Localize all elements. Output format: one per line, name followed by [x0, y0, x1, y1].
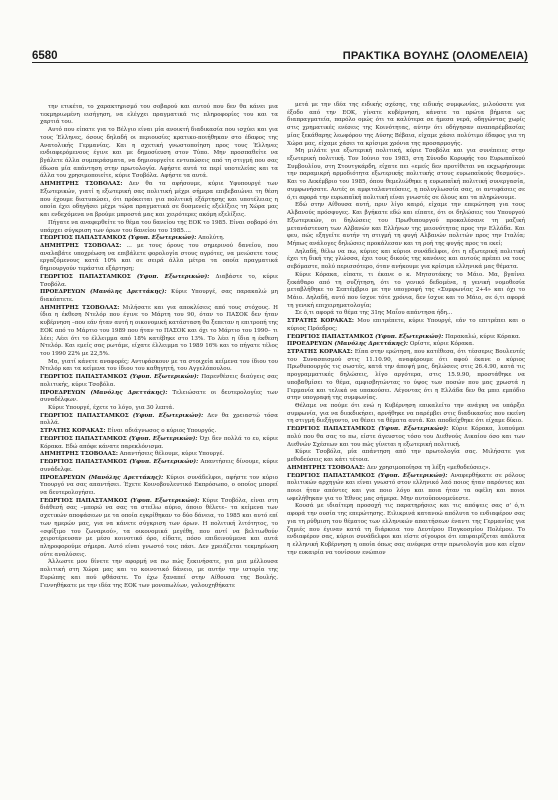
speaker-role: (Υφυπ. Εξωτερικών):: [129, 374, 199, 381]
speaker-name: ΠΡΟΕΔΡΕΥΩΝ: [40, 289, 86, 296]
speaker-name: ΓΕΩΡΓΙΟΣ ΠΑΠΑΣΤΑΜΚΟΣ: [40, 497, 128, 504]
speaker-role: (Υφυπ. Εξωτερικών):: [378, 426, 449, 433]
paragraph-text: Αυτό που είπατε για το Βέλγιο είναι μία ανοικτή διαδικασία που ισχύει και για τους Έλληνες, όσους δηλαδή οι περιουσίες κρατικο-ποιήθηκαν στο έδαφος της Ανατολικής Γερμανίας. Και η σχετική γνωστοποίηση προς τους Έλληνες ενδιαφερόμενους έγινε και με δημοσίευση στον Τύπο. Μην προσπαθείτε να βγάλετε άλλα συμπεράσματα, να δημιουργείτε εντυπώσεις από τη στιγμή που σας έδωσα μία απάντηση στην πρωτολογία. Αφήστε αυτά τα περί υποτελείας και τα άλλα του χρησιμοποιείτε, κύριε Τσοβόλα. Αφήστε τα αυτά.: [40, 127, 278, 180]
paragraph-text: Κύριοι συνάδελφοι, αφήστε τον κύριο Υπουργό να σας απαντήσει. Έχετε Κοινοβουλευτικό Εκπρόσωπο, ο οποίος μπορεί να δευτερολογήσει.: [40, 474, 278, 496]
paragraph-text: Είπα στην ερώτηση, που κατέθεσα, ότι τέσσερις Βουλευτές του Συνασπισμού στις 11.10.90, αναφέρουμε ότι αφού έκανε ο κύριος Πρωθυπουργός τις σωστές, κατά την άποψή μας, δηλώσεις στις 26.4.90, κατά τις προγραμματικές δηλώσεις, λίγο αργότερα, στις 15.9.90, προστάθηκε να υποβαθμίσει το θέμα, αμφισβητώντας το ύψος των ποσών που μας χρωστά η Γερμανία και τελικά να υπακούσει. Λέγοντας ότι η Ελλάδα δεν θα μπει εμπόδιο στην υπογραφή της συμφωνίας.: [287, 349, 525, 402]
speaker-name: ΓΕΩΡΓΙΟΣ ΠΑΠΑΣΤΑΜΚΟΣ: [40, 374, 128, 381]
speaker-name: ΠΡΟΕΔΡΕΥΩΝ: [40, 474, 86, 481]
paragraph: [40, 413, 278, 428]
paragraph: [287, 102, 525, 148]
paragraph: [40, 305, 278, 359]
paragraph: [287, 249, 525, 272]
paragraph-text: Σε ό,τι αφορά το θέμα της 31ης Μαΐου απάντησα ήδη...: [295, 310, 453, 317]
paragraph: [287, 403, 525, 426]
paragraph-text: Παρακαλώ, κύριε Κόρακα.: [445, 333, 521, 340]
paragraph: [40, 451, 278, 459]
paragraph: [40, 235, 278, 243]
paragraph-text: Δηλαδή, θέλω να πω, κύριες και κύριοι συνάδελφοι, ότι η εξωτερική πολιτική έχει τη δική της γλώσσα, έχει τους δικούς της κανόνες και αυτούς πρέπει να τους σεβόμαστε, πολύ περισσότερο, όταν ανήκουμε για κρίσιμα ελληνικά μας θέματα.: [287, 248, 525, 271]
paragraph: [40, 436, 278, 451]
paragraph: [287, 449, 525, 464]
paragraph: [40, 289, 278, 304]
paragraph: [40, 181, 278, 220]
paragraph-text: Διαβάστε το, κύριε Τσοβόλα.: [40, 273, 278, 288]
speaker-role: (Μανόλης Δρεττάκης):: [90, 389, 168, 396]
speaker-role: (Υφυπ. Εξωτερικών):: [128, 435, 198, 442]
paragraph-text: Ορίστε, κύριε Κόρακα.: [409, 341, 475, 348]
paragraph: [40, 104, 278, 127]
paragraph: [40, 359, 278, 374]
paragraph-text: Κύριε Υπουργέ, σας παρακαλώ μη διακόπτετε.: [40, 289, 278, 303]
paragraph-text: ... με τους όρους του σημερινού δανείου, που αναλαβάτε υποχρέωση να επιβάλετε φορολογία στους αγρότες, να μειώσετε τους εργαζόμενους κατά 10% και σε σειρά άλλα μέτρα τα οποία πραγματικά δημιουργούν τεράστια εξάρτηση;: [40, 242, 279, 273]
paragraph: [40, 127, 278, 181]
paragraph: [40, 498, 278, 560]
paragraph: [40, 428, 278, 436]
paragraph-text: Δεν χρησιμοποίησα τη λέξη «μεθοδεύσεις».: [366, 464, 491, 471]
speaker-name: ΓΕΩΡΓΙΟΣ ΠΑΠΑΣΤΑΜΚΟΣ: [40, 273, 131, 280]
paragraph-text: Απαντήσεις δίνουμε, κύριε συνάδελφε.: [40, 459, 278, 473]
speaker-name: ΔΗΜΗΤΡΗΣ ΤΣΟΒΟΛΑΣ:: [40, 181, 123, 188]
paragraph: [287, 426, 525, 449]
paragraph-text: Δεν θα χρειαστώ τόσα πολλά.: [40, 412, 278, 427]
speaker-name: ΔΗΜΗΤΡΗΣ ΤΣΟΒΟΛΑΣ:: [287, 464, 365, 471]
speaker-name: ΔΗΜΗΤΡΗΣ ΤΣΟΒΟΛΑΣ:: [40, 304, 120, 311]
speaker-role: (Υφυπ. Εξωτερικών):: [128, 235, 197, 242]
paragraph: [287, 503, 525, 557]
paragraph-text: Παρενθέσεις διαύγεις σας πολιτικής, κύριε Τσοβόλα.: [40, 374, 278, 388]
paragraph-text: Θέλαμε να πούμε ότι ενώ η Κυβέρνηση επικαλείτο την ανάγκη να υπάρξει συμφωνία, για να διεκδικήσει, αρνήθηκε να παρέμβει στις διαδικασίες που εκείνη τη στιγμή διεξήγοντο, να θέσει τα θέματα αυτά. Και αποδείχθηκε ότι είχαμε δίκιο.: [287, 403, 525, 425]
speaker-role: (Υφυπ. Εξωτερικών):: [130, 497, 200, 504]
speaker-name: ΔΗΜΗΤΡΗΣ ΤΣΟΒΟΛΑΣ:: [40, 242, 122, 249]
paragraph-text: Όχι δεν πολλά το ευ, κύριε Κόρακα. Εδώ απόφε κάνατε παρεκλόνισμα.: [40, 435, 278, 450]
paragraph-text: Μα, γιατί κάνετε αναφορές; Αντιφάσκουν με τα στοιχεία κείμενα του ίδιου του Ντελόρ και τα κείμενα του ίδιου του καθηγητή, του Αγγελόπουλου.: [40, 358, 278, 373]
page-number: 6580: [32, 50, 58, 62]
paragraph: [40, 390, 278, 405]
speaker-role: (Υφυπ. Εξωτερικών):: [136, 273, 210, 280]
speaker-role: (Υφυπ. Εξωτερικών):: [377, 472, 448, 479]
paragraph: [287, 349, 525, 403]
paragraph-text: Πήγατε να αναφερθείτε το θέμα του δανείου της ΕΟΚ το 1985. Είναι σοβαρό ότι υπάρχει σύγκριση των όρων του δανείου του 1985....: [40, 219, 278, 234]
paragraph-text: Απολύτη.: [198, 235, 225, 242]
paragraph-text: Αναφερθήκατε σε ρόλους πολιτικών αρχηγών και είναι γνωστό στον ελληνικό λαό ποιος ήταν παρόντες και ποιοι ήταν απόντες και για ποιο λόγο και ποια ήταν τα οφέλη και ποιοι ωφελήθηκαν για το Έθνος μας σήμερα. Μην αυτοϋπονομεύεστε.: [287, 472, 526, 502]
speaker-name: ΠΡΟΕΔΡΕΥΩΝ: [287, 341, 333, 348]
paragraph: [40, 220, 278, 235]
left-column: [40, 104, 278, 590]
speaker-name: ΣΤΡΑΤΗΣ ΚΟΡΑΚΑΣ:: [287, 318, 354, 325]
paragraph-text: Κύριε Κόρακα, είπατε, τι έκανε ο κ. Μητσοτάκης το Μάιο. Μα, βγαίνει ξεκάθαρο από τη συζήτηση, ότι το γενικό δεδομένα, η γενική νομοθεσία μεταβλήθηκε το Σεπτέμβριο με την υπογραφή της «Συμφωνίας 2+4» και όχι το Μάιο. Δηλαδή, αυτό που ίσχυε τότε χρόνια, δεν ίσχυε και το Μάιο, σε ό,τι αφορά τη γενική επιχειρηματολογία;: [287, 271, 525, 309]
speaker-role: (Μανόλης Δρεττάκης):: [334, 341, 409, 348]
speaker-role: (Υφυπ. Εξωτερικών):: [375, 333, 444, 340]
paragraph: [40, 559, 278, 590]
right-column: [287, 102, 525, 557]
paragraph: [40, 405, 278, 413]
paragraph: [40, 459, 278, 474]
paragraph-text: Μη μιλάτε για εξωτερική πολιτική, κύριε Τσοβόλα και για συνέπειες στην εξωτερική πολιτική. Τον Ιούνιο του 1983, στη Σύνοδο Κορυφής του Ευρωπαϊκού Συμβουλίου, στη Στουτγκάρδη, είχατε πει «εμείς δεν προτίθεται να εκχωρήσουμε την παραμικρή αρμοδιότητα εξωτερικής πολιτικής στους ευρωπαϊκούς θεσμούς». Και το Δεκέμβριο του 1985, όπου θεμελιώθηκε η ευρωπαϊκή πολιτική συνεργασία, συμφωνήσατε. Αυτές οι αμφιταλαντεύσεις, η πολυγλωσσία σας, οι αντιφάσεις σε ό,τι αφορά την ευρωπαϊκή πολιτική είναι γνωστές σε όλους και τα πληρώνουμε.: [287, 148, 525, 201]
speaker-name: ΓΕΩΡΓΙΟΣ ΠΑΠΑΣΤΑΜΚΟΣ: [40, 235, 127, 242]
speaker-name: ΓΕΩΡΓΙΟΣ ΠΑΠΑΣΤΑΜΚΟΣ: [287, 472, 375, 479]
paragraph: [287, 473, 525, 504]
paragraph-text: Εδώ στην Αίθουσα αυτή, πριν λίγο καιρό, είχαμε την επερώτηση για τους Αλβανούς πρόσφυγες. Και βγήκατε εδώ και είπατε, ότι οι δηλώσεις του Υπουργού Εξωτερικών, οι δηλώσεις του Πρωθυπουργού προκαλέσανε τη μαζική μετανάστευση των Αλβανών και Ελλήνων της μειονότητας προς την Ελλάδα. Και φευ, πώς εξηγείτε αυτήν τη στιγμή τη φυγή Αλβανών πολιτών προς την Ιταλία; Μήπως ανάλογες δηλώσεις προκάλεσαν και τη ροή της φυγής προς τα εκεί;: [287, 202, 525, 247]
paragraph-text: Μου επιτρέπετε, κύριε Υπουργέ, εάν το επιτρέπει και ο κύριος Πρόεδρος;: [287, 318, 525, 332]
speaker-name: ΔΗΜΗΤΡΗΣ ΤΣΟΒΟΛΑΣ:: [40, 451, 118, 458]
paragraph: [40, 274, 278, 289]
paragraph: [40, 374, 278, 389]
speaker-name: ΠΡΟΕΔΡΕΥΩΝ: [40, 389, 86, 396]
paragraph-text: Άλλωστε μου δίνετε την αφορμή να πω πώς ξεκινήσατε, για μια μέλλουσα πολιτική στη Χώρα μας και το κοινοτικό δάνειο, με αυτήν την ιστορία της Ευρώπης και πού φθάσατε. Το έχω ξαναπεί στην Αίθουσα της Βουλής. Γεννηθήκατε με την ιδέα της ΕΟΚ των μονοπωλίων, γαλουχηθήκατε: [40, 559, 278, 589]
page-title: ΠΡΑΚΤΙΚΑ ΒΟΥΛΗΣ (ΟΛΟΜΕΛΕΙΑ): [342, 50, 528, 62]
paragraph: [287, 148, 525, 202]
paragraph: [40, 243, 278, 274]
speaker-name: ΣΤΡΑΤΗΣ ΚΟΡΑΚΑΣ:: [40, 428, 106, 435]
paragraph: [287, 465, 525, 473]
paragraph-text: Κύριε Τσοβόλα, είναι στη διάθεσή σας –μπορώ να σας τα στείλω αύριο, όποιο θέλετε– τα κείμενα των σχετικών αποφάσεων με τα οποία εγκρίθηκαν το δύο δάνεια, το 1985 και αυτό επί των ημερών μας, για να κάνετε σύγκριση των όρων. Η πολιτική λιτότητος, το «σφίξιμο του ζωναριού», τα οικονομικά μεγέθη, που αντί να βελτιωθούν χειροτέρευσαν με μέσο κοινοτικό όρο, είδατε, πόσο επιδεινούμενα και αυτά πληροφορούμε σήμερα. Αυτό είναι γνωστό τοις πάσι. Δεν χρειάζεται τεκμηρίωση ούτε αναλύσεις.: [40, 497, 278, 558]
paragraph-text: Απαντήσεις θέλουμε, κύριε Υπουργέ.: [119, 451, 225, 458]
paragraph: [287, 272, 525, 311]
speaker-name: ΓΕΩΡΓΙΟΣ ΠΑΠΑΣΤΑΜΚΟΣ: [40, 412, 129, 419]
paragraph-text: Μιλήσατε και για αποκλίσεις από τους στόχους. Η ίδια η έκθεση Ντελόρ που έγινε το Μάρτη του 90, όταν το ΠΑΣΟΚ δεν ήταν κυβέρνηση –που εάν ήταν αυτή η οικονομική κατάσταση θα ξεπεταν η επιτροπή της ΕΟΚ από το Μάρτιο του 1989 που ήταν το ΠΑΣΟΚ και όχι το Μάρτιο του 1990– τι λέει; Λέει ότι το έλλειμμα από 18% κατέβηκε στο 13%. Το λέει η ίδια η έκθεση Ντελόρ. Και εμείς σας ρωτάμε, είχατε έλλειμμα το 1989 16% και το πήγατε τέλος του 1990 22% με 22,5%.: [40, 304, 279, 357]
speaker-name: ΓΕΩΡΓΙΟΣ ΠΑΠΑΣΤΑΜΚΟΣ: [40, 435, 127, 442]
paragraph-text: Είναι αδιάγνωσος ο κύριος Υπουργός.: [107, 428, 217, 435]
speaker-role: (Υφυπ. Εξωτερικών):: [132, 412, 204, 419]
page-header: [32, 44, 528, 63]
speaker-role: (Μανόλης Δρεττάκης):: [88, 474, 164, 481]
paragraph-text: Κουσά με ιδιαίτερη προσοχή τις παρατηρήσεις και τις απόψεις σας σ' ό,τι αφορά την ουσία της επερώτησης. Ειλικρινά κατανοώ απόλυτα το ενδιαφέρον σας για τη ρύθμιση του θέματος των ελληνικών απαιτήσεων έναντι της Γερμανίας για ζημιές που έγιναν κατά τη διάρκεια του Δευτέρου Παγκοσμίου Πολέμου. Το ενδιαφέρον σας, κύριοι συνάδελφοι και είστε σίγουροι ότι επιφαιρίζεται απόλυτα η ελληνική Κυβέρνηση η οποία όπως σας ανέφερα στην πρωτολογία μου και είχαν την ευκαιρία να τονίσουν ενώπιον: [287, 503, 525, 556]
paragraph: [287, 318, 525, 333]
speaker-name: ΣΤΡΑΤΗΣ ΚΟΡΑΚΑΣ:: [287, 349, 353, 355]
paragraph-text: Κύριε Τσοβόλα, μία απάντηση από την πρωτολογία σας. Μιλήσατε για μεθοδεύσεις και κάτι τέτοια.: [287, 449, 525, 464]
paragraph: [287, 202, 525, 248]
paragraph: [287, 310, 525, 318]
paragraph-text: Δεν θα τα αφήσουμε, κύριε Υφυπουργέ των Εξωτερικών, γιατί η εξωτερική σας πολιτική μέχρι σήμερα επιβεβαιώνει τη θέση που έχουμε διατυπώσει, ότι πρόκειται για πολιτική εξάρτησης και υποτέλειας η οποία έχει οδηγήσει μέχρι τώρα πραγματικά σε δυσμενείς εξελίξεις τη Χώρα μας και ενδεχόμενα να βρούμε μπροστά μας και χειρότερες ακόμη εξελίξεις.: [40, 181, 278, 219]
speaker-name: ΓΕΩΡΓΙΟΣ ΠΑΠΑΣΤΑΜΚΟΣ: [287, 333, 374, 340]
paragraph-text: την ετικέτα, το χαρακτηρισμό του σοβαρού και αυτού που δεν θα κάνει μια τεκμηριωμένη εισήγηση, να ελέγχει πραγματικά τις πληροφορίες του και τα χαρτιά του.: [40, 104, 278, 126]
speaker-name: ΓΕΩΡΓΙΟΣ ΠΑΠΑΣΤΑΜΚΟΣ: [40, 459, 127, 466]
paragraph-text: Τελειώσατε οι δευτερολογίες των συναδέλφων.: [40, 389, 278, 404]
paragraph-text: Κύριε Κόρακα, λυπούμαι πολύ που θα σας το πω, είστε άγευστος τόσο του Διεθνούς Δικαίου όσο και των Διεθνών Σχέσεων και του πώς γίνεται η εξωτερική πολιτική.: [287, 426, 525, 448]
speaker-role: (Μανόλης Δρεττάκης):: [90, 289, 167, 296]
speaker-role: (Υφυπ. Εξωτερικών):: [129, 459, 199, 466]
paragraph: [287, 341, 525, 349]
paragraph-text: μετά με την ιδέα της ειδικής σχέσης, της ειδικής συμφωνίας, μιλούσατε για έξοδο από την ΕΟΚ, γίνατε κυβέρνηση, κάνατε τα πρώτα βήματα ως διαπραγματεία, παρόλο ομώς ότι τα καλύτερα σε ήμεσα νερά, οδηγώντας χωρίς στις χρηματικές ενέσεις της Κοινότητας, αύτην ότι οδήγησαν αναπαρέμβασίας μίας ξεκάθαρης λεωφόρου της Δύσης Βέβαια, είχαμε χάσει πολύτιμο έδαφος για τη Χώρα μας, είχαμε χάσει τα κρίσιμα χρόνια της προσαρμογής.: [287, 102, 525, 147]
paragraph: [40, 475, 278, 498]
speaker-name: ΓΕΩΡΓΙΟΣ ΠΑΠΑΣΤΑΜΚΟΣ: [287, 426, 375, 433]
paragraph-text: Κύριε Υπουργέ, έχετε το λόγο, για 30 λεπτά.: [48, 405, 175, 412]
